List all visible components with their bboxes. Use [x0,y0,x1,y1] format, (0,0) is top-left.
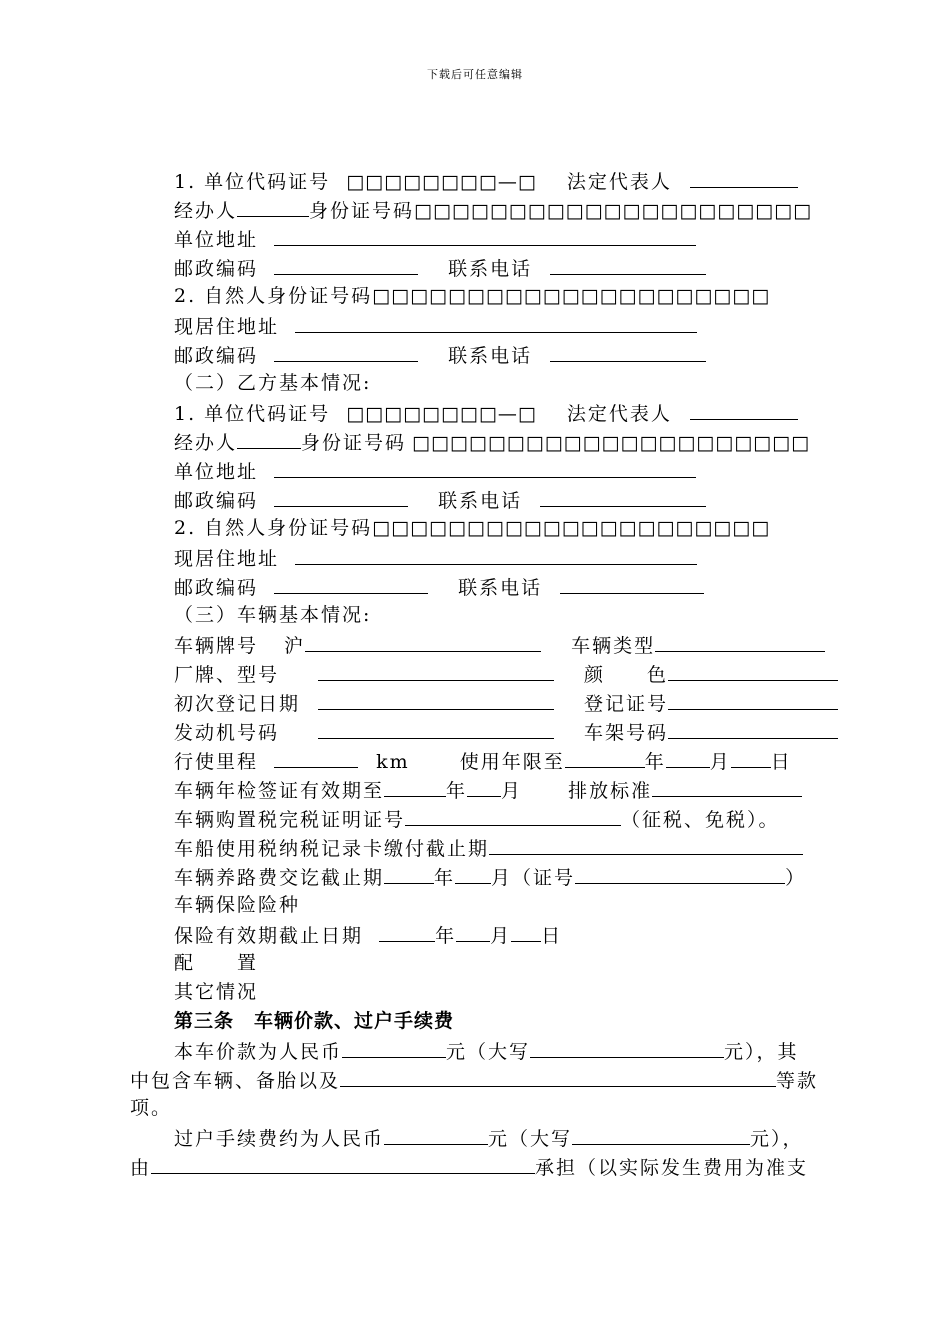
purchase-tax-field[interactable] [405,804,621,826]
road-fee-row [174,862,806,891]
party-a-postcode-row-2 [174,340,706,369]
party-b-postcode-row [174,485,706,514]
legal-rep-label: 法定代表人 [566,171,672,193]
brand-field[interactable] [318,659,554,681]
road-fee-label: 车辆养路费交讫截止期 [174,867,385,889]
postcode-field[interactable] [274,572,428,594]
unit-code-label: 1. 单位代码证号 [174,403,331,425]
fee-text-2: 元（大写 [488,1128,573,1150]
party-b-residence-row [174,543,697,572]
plate-prefix: 沪 [284,635,306,657]
residence-field[interactable] [295,543,697,565]
party-b-unit-code-row [174,398,798,427]
phone-label: 联系电话 [448,258,533,280]
id-label: 身份证号码 [301,432,407,454]
fee-uppercase-field[interactable] [572,1123,750,1145]
agent-field[interactable] [237,195,309,217]
year-label: 年 [434,867,456,889]
road-fee-cert-close: ） [785,867,807,889]
party-a-agent-row [174,195,812,224]
party-b-postcode-row-2 [174,572,704,601]
purchase-tax-label: 车辆购置税完税证明证号 [174,809,406,831]
vessel-tax-row [174,833,803,862]
postcode-label: 邮政编码 [174,577,259,599]
road-fee-cert-open: （证号 [512,867,576,889]
party-a-unit-code-row [174,166,798,195]
unit-code-boxes[interactable]: □□□□□□□□—□ [346,171,537,193]
natural-id-label: 2. 自然人身份证号码 [174,285,373,307]
use-limit-label: 使用年限至 [459,751,565,773]
insurance-month-field[interactable] [456,920,490,942]
postcode-label: 邮政编码 [174,258,259,280]
month-label: 月 [491,867,513,889]
use-limit-year-field[interactable] [565,746,645,768]
address-field[interactable] [274,456,696,478]
unit-code-label: 1. 单位代码证号 [174,171,331,193]
id-boxes[interactable]: □□□□□□□□□□□□□□□□□□□□□ [412,432,811,454]
brand-row [174,659,838,688]
phone-field[interactable] [550,253,706,275]
vessel-tax-field[interactable] [489,833,803,855]
postcode-field[interactable] [274,485,408,507]
vehicle-section-title: （三）车辆基本情况: [174,604,372,626]
id-label: 身份证号码 [309,200,415,222]
plate-row [174,630,825,659]
party-a-natural-id-row [174,282,770,311]
page-header: 下载后可任意编辑 [427,68,523,81]
reg-cert-label: 登记证号 [584,693,669,715]
price-text-6: 项。 [130,1097,173,1119]
mileage-label: 行使里程 [174,751,259,773]
phone-label: 联系电话 [448,345,533,367]
price-amount-field[interactable] [342,1036,446,1058]
purchase-tax-row [174,804,780,833]
fee-text-3: 元）， [750,1128,804,1150]
inspection-month-field[interactable] [467,775,501,797]
legal-rep-field[interactable] [690,166,798,188]
fee-text-4: 由 [130,1157,152,1179]
price-text-4: 中包含车辆、备胎以及 [130,1070,341,1092]
phone-field[interactable] [560,572,704,594]
inspection-row [174,775,802,804]
legal-rep-label: 法定代表人 [566,403,672,425]
day-label: 日 [541,925,563,947]
road-fee-cert-field[interactable] [575,862,785,884]
purchase-tax-note: （征税、免税）。 [621,809,780,831]
fee-line-2 [130,1152,808,1181]
mileage-field[interactable] [274,746,358,768]
first-reg-row [174,688,838,717]
vessel-tax-label: 车船使用税纳税记录卡缴付截止期 [174,838,490,860]
address-label: 单位地址 [174,229,259,251]
article3-title: 第三条 车辆价款、过户手续费 [174,1010,455,1032]
use-limit-month-field[interactable] [666,746,710,768]
month-label: 月 [501,780,523,802]
party-b-address-row [174,456,696,485]
party-b-agent-row [174,427,810,456]
party-b-natural-id-row [174,514,770,543]
month-label: 月 [709,751,731,773]
mileage-unit: km [376,751,410,773]
price-text-1: 本车价款为人民币 [174,1041,343,1063]
fee-text-5: 承担（以实际发生费用为准支 [535,1157,809,1179]
month-label: 月 [490,925,512,947]
fee-amount-field[interactable] [384,1123,488,1145]
price-text-5: 等款 [776,1070,819,1092]
frame-field[interactable] [668,717,838,739]
type-field[interactable] [655,630,825,652]
postcode-label: 邮政编码 [174,345,259,367]
engine-row [174,717,838,746]
address-field[interactable] [274,224,696,246]
inspection-label: 车辆年检签证有效期至 [174,780,385,802]
type-label: 车辆类型 [571,635,656,657]
color-label: 颜 色 [584,664,669,686]
frame-label: 车架号码 [584,722,669,744]
price-line-2 [130,1065,818,1094]
inspection-year-field[interactable] [384,775,446,797]
price-text-2: 元（大写 [446,1041,531,1063]
residence-field[interactable] [295,311,697,333]
party-a-residence-row [174,311,697,340]
party-a-address-row [174,224,696,253]
first-reg-field[interactable] [318,688,554,710]
road-fee-year-field[interactable] [384,862,434,884]
year-label: 年 [435,925,457,947]
unit-code-boxes[interactable]: □□□□□□□□—□ [346,403,537,425]
first-reg-label: 初次登记日期 [174,693,301,715]
engine-field[interactable] [318,717,554,739]
id-boxes[interactable]: □□□□□□□□□□□□□□□□□□□□□ [414,200,813,222]
insurance-label: 车辆保险险种 [174,894,301,916]
phone-label: 联系电话 [438,490,523,512]
engine-label: 发动机号码 [174,722,280,744]
agent-label: 经办人 [174,200,238,222]
price-uppercase-field[interactable] [530,1036,724,1058]
other-label: 其它情况 [174,981,259,1003]
phone-label: 联系电话 [458,577,543,599]
postcode-field[interactable] [274,340,418,362]
plate-field[interactable] [305,630,541,652]
color-field[interactable] [668,659,838,681]
postcode-label: 邮政编码 [174,490,259,512]
emission-label: 排放标准 [568,780,653,802]
road-fee-month-field[interactable] [455,862,491,884]
use-limit-day-field[interactable] [731,746,771,768]
party-a-postcode-row [174,253,706,282]
agent-field[interactable] [237,427,301,449]
emission-field[interactable] [652,775,802,797]
natural-id-label: 2. 自然人身份证号码 [174,517,373,539]
plate-label: 车辆牌号 [174,635,259,657]
party-b-section-title: （二）乙方基本情况: [174,372,372,394]
postcode-field[interactable] [274,253,418,275]
price-line-1 [174,1036,799,1065]
fee-text-1: 过户手续费约为人民币 [174,1128,385,1150]
fee-line-1 [174,1123,804,1152]
insurance-day-field[interactable] [511,920,541,942]
reg-cert-field[interactable] [668,688,838,710]
fee-party-field[interactable] [151,1152,535,1174]
phone-field[interactable] [540,485,706,507]
insurance-expiry-label: 保险有效期截止日期 [174,925,364,947]
address-label: 单位地址 [174,461,259,483]
insurance-expiry-row [174,920,562,949]
year-label: 年 [446,780,468,802]
mileage-row [174,746,792,775]
legal-rep-field[interactable] [690,398,798,420]
residence-label: 现居住地址 [174,316,280,338]
day-label: 日 [770,751,792,773]
price-text-3: 元），其 [724,1041,799,1063]
insurance-year-field[interactable] [379,920,435,942]
config-label: 配 置 [174,952,259,974]
phone-field[interactable] [550,340,706,362]
natural-id-boxes[interactable]: □□□□□□□□□□□□□□□□□□□□□ [372,517,771,539]
price-items-field[interactable] [340,1065,776,1087]
brand-label: 厂牌、型号 [174,664,280,686]
residence-label: 现居住地址 [174,548,280,570]
year-label: 年 [644,751,666,773]
agent-label: 经办人 [174,432,238,454]
natural-id-boxes[interactable]: □□□□□□□□□□□□□□□□□□□□□ [372,285,771,307]
